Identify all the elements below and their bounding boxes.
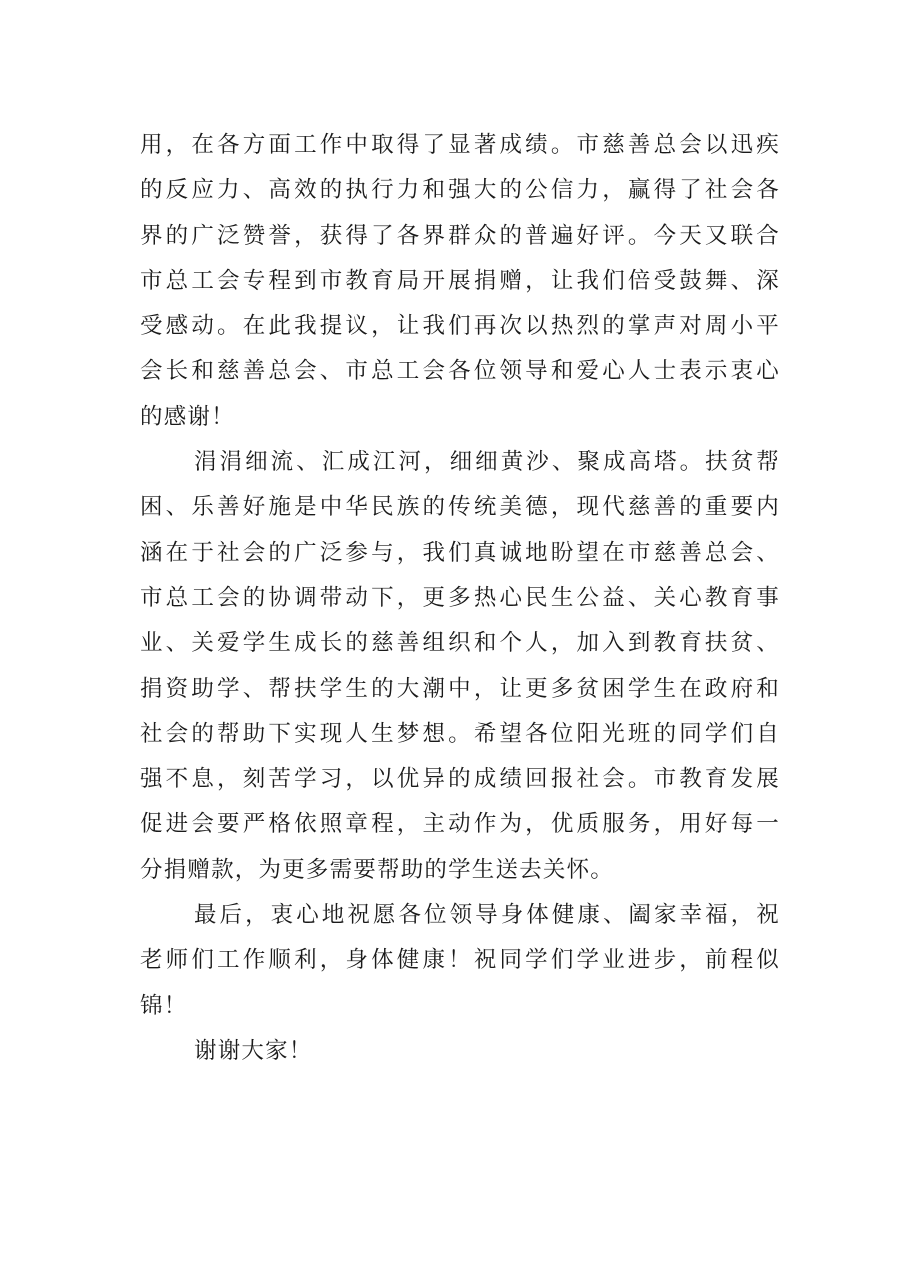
paragraph-2-line-1: 涓涓细流、汇成江河，细细黄沙、聚成高塔。扶贫帮 xyxy=(194,449,780,476)
paragraph-1-line-6: 会长和慈善总会、市总工会各位领导和爱心人士表示衷心 xyxy=(140,358,780,385)
paragraph-2-line-9: 促进会要严格依照章程，主动作为，优质服务，用好每一 xyxy=(140,811,780,838)
paragraph-1-line-3: 界的广泛赞誉，获得了各界群众的普遍好评。今天又联合 xyxy=(140,222,780,249)
paragraph-2-line-10: 分捐赠款，为更多需要帮助的学生送去关怀。 xyxy=(140,856,615,883)
paragraph-3-line-1: 最后，衷心地祝愿各位领导身体健康、阖家幸福，祝 xyxy=(194,902,780,929)
paragraph-2-line-4: 市总工会的协调带动下，更多热心民生公益、关心教育事 xyxy=(140,584,780,611)
paragraph-1-line-2: 的反应力、高效的执行力和强大的公信力，赢得了社会各 xyxy=(140,177,780,204)
paragraph-1-line-7: 的感谢！ xyxy=(140,403,235,430)
paragraph-2-line-5: 业、关爱学生成长的慈善组织和个人，加入到教育扶贫、 xyxy=(140,630,780,657)
paragraph-2-line-3: 涵在于社会的广泛参与，我们真诚地盼望在市慈善总会、 xyxy=(140,539,780,566)
paragraph-2-line-6: 捐资助学、帮扶学生的大潮中，让更多贫困学生在政府和 xyxy=(140,675,780,702)
paragraph-3-line-2: 老师们工作顺利，身体健康！祝同学们学业进步，前程似 xyxy=(140,947,780,974)
paragraph-2-line-7: 社会的帮助下实现人生梦想。希望各位阳光班的同学们自 xyxy=(140,720,780,747)
paragraph-3-line-3: 锦！ xyxy=(140,992,188,1019)
paragraph-1-line-5: 受感动。在此我提议，让我们再次以热烈的掌声对周小平 xyxy=(140,313,780,340)
paragraph-1-line-4: 市总工会专程到市教育局开展捐赠，让我们倍受鼓舞、深 xyxy=(140,267,780,294)
paragraph-2-line-8: 强不息，刻苦学习，以优异的成绩回报社会。市教育发展 xyxy=(140,766,780,793)
paragraph-2-line-2: 困、乐善好施是中华民族的传统美德，现代慈善的重要内 xyxy=(140,494,780,521)
paragraph-1-line-1: 用，在各方面工作中取得了显著成绩。市慈善总会以迅疾 xyxy=(140,132,780,158)
paragraph-4-line-1: 谢谢大家！ xyxy=(194,1037,313,1064)
document-body xyxy=(140,123,780,1074)
